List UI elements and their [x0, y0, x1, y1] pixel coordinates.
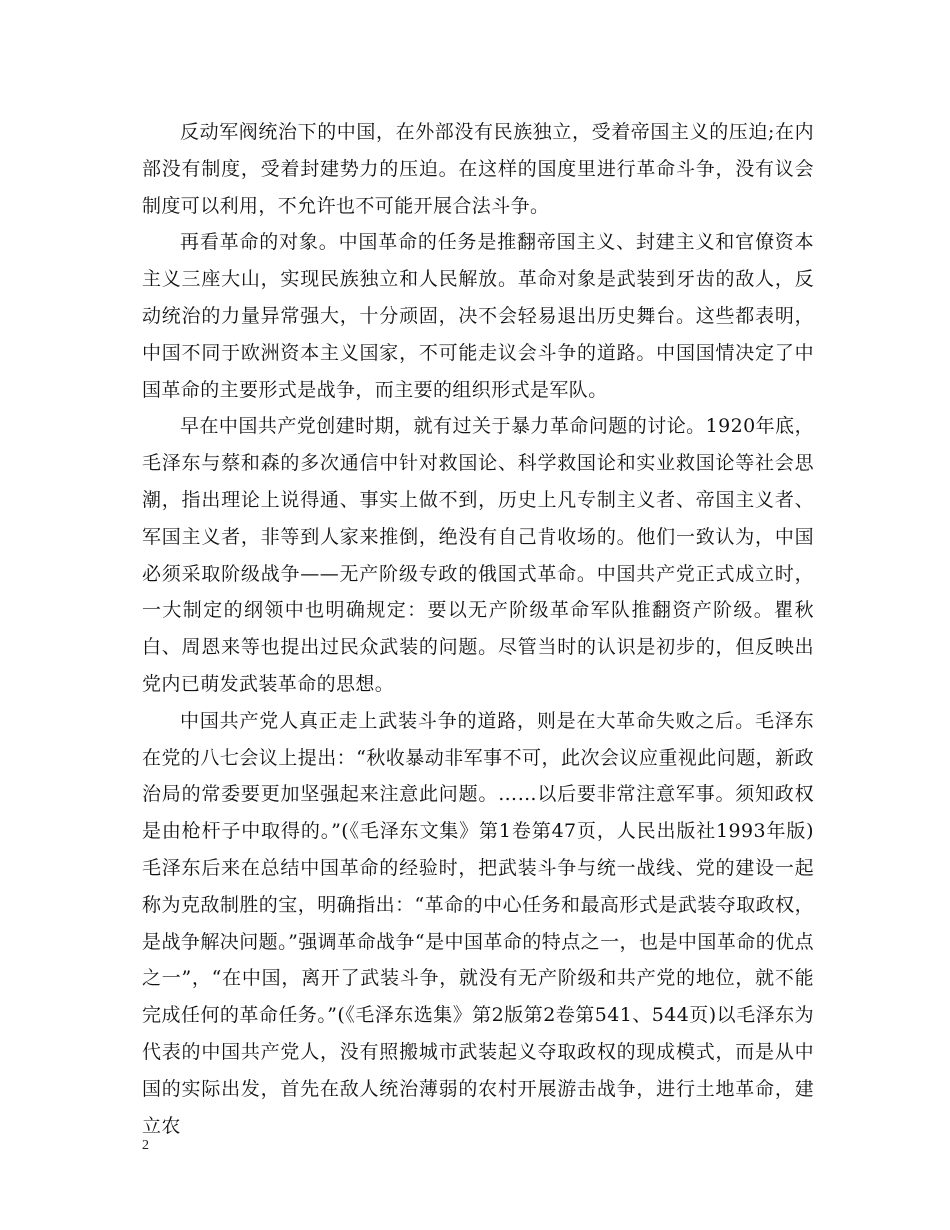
paragraph-1: 反动军阀统治下的中国，在外部没有民族独立，受着帝国主义的压迫;在内部没有制度，受着封建势力的压迫。在这样的国度里进行革命斗争，没有议会制度可以利用，不允许也不可能开展合法斗争。	[142, 121, 814, 217]
body-text	[142, 114, 814, 1144]
paragraph-2: 再看革命的对象。中国革命的任务是推翻帝国主义、封建主义和官僚资本主义三座大山，实现民族独立和人民解放。革命对象是武装到牙齿的敌人，反动统治的力量异常强大，十分顽固，决不会轻易退出历史舞台。这些都表明，中国不同于欧洲资本主义国家，不可能走议会斗争的道路。中国国情决定了中国革命的主要形式是战争，而主要的组织形式是军队。	[142, 231, 814, 401]
paragraph-4: 中国共产党人真正走上武装斗争的道路，则是在大革命失败之后。毛泽东在党的八七会议上提出：“秋收暴动非军事不可，此次会议应重视此问题，新政治局的常委要更加坚强起来注意此问题。……以后要非常注意军事。须知政权是由枪杆子中取得的。”(《毛泽东文集》第1卷第47页，人民出版社1993年版)毛泽东后来在总结中国革命的经验时，把武装斗争与统一战线、党的建设一起称为克敌制胜的宝，明确指出：“革命的中心任务和最高形式是武装夺取政权，是战争解决问题。”强调革命战争“是中国革命的特点之一，也是中国革命的优点之一”，“在中国，离开了武装斗争，就没有无产阶级和共产党的地位，就不能完成任何的革命任务。”(《毛泽东选集》第2版第2卷第541、544页)以毛泽东为代表的中国共产党人，没有照搬城市武装起义夺取政权的现成模式，而是从中国的实际出发，首先在敌人统治薄弱的农村开展游击战争，进行土地革命，建立农	[142, 709, 814, 1137]
page-number: 2	[142, 1138, 149, 1153]
paragraph-3: 早在中国共产党创建时期，就有过关于暴力革命问题的讨论。1920年底，毛泽东与蔡和森的多次通信中针对救国论、科学救国论和实业救国论等社会思潮，指出理论上说得通、事实上做不到，历史上凡专制主义者、帝国主义者、军国主义者，非等到人家来推倒，绝没有自己肯收场的。他们一致认为，中国必须采取阶级战争——无产阶级专政的俄国式革命。中国共产党正式成立时，一大制定的纲领中也明确规定：要以无产阶级革命军队推翻资产阶级。瞿秋白、周恩来等也提出过民众武装的问题。尽管当时的认识是初步的，但反映出党内已萌发武装革命的思想。	[142, 415, 814, 695]
